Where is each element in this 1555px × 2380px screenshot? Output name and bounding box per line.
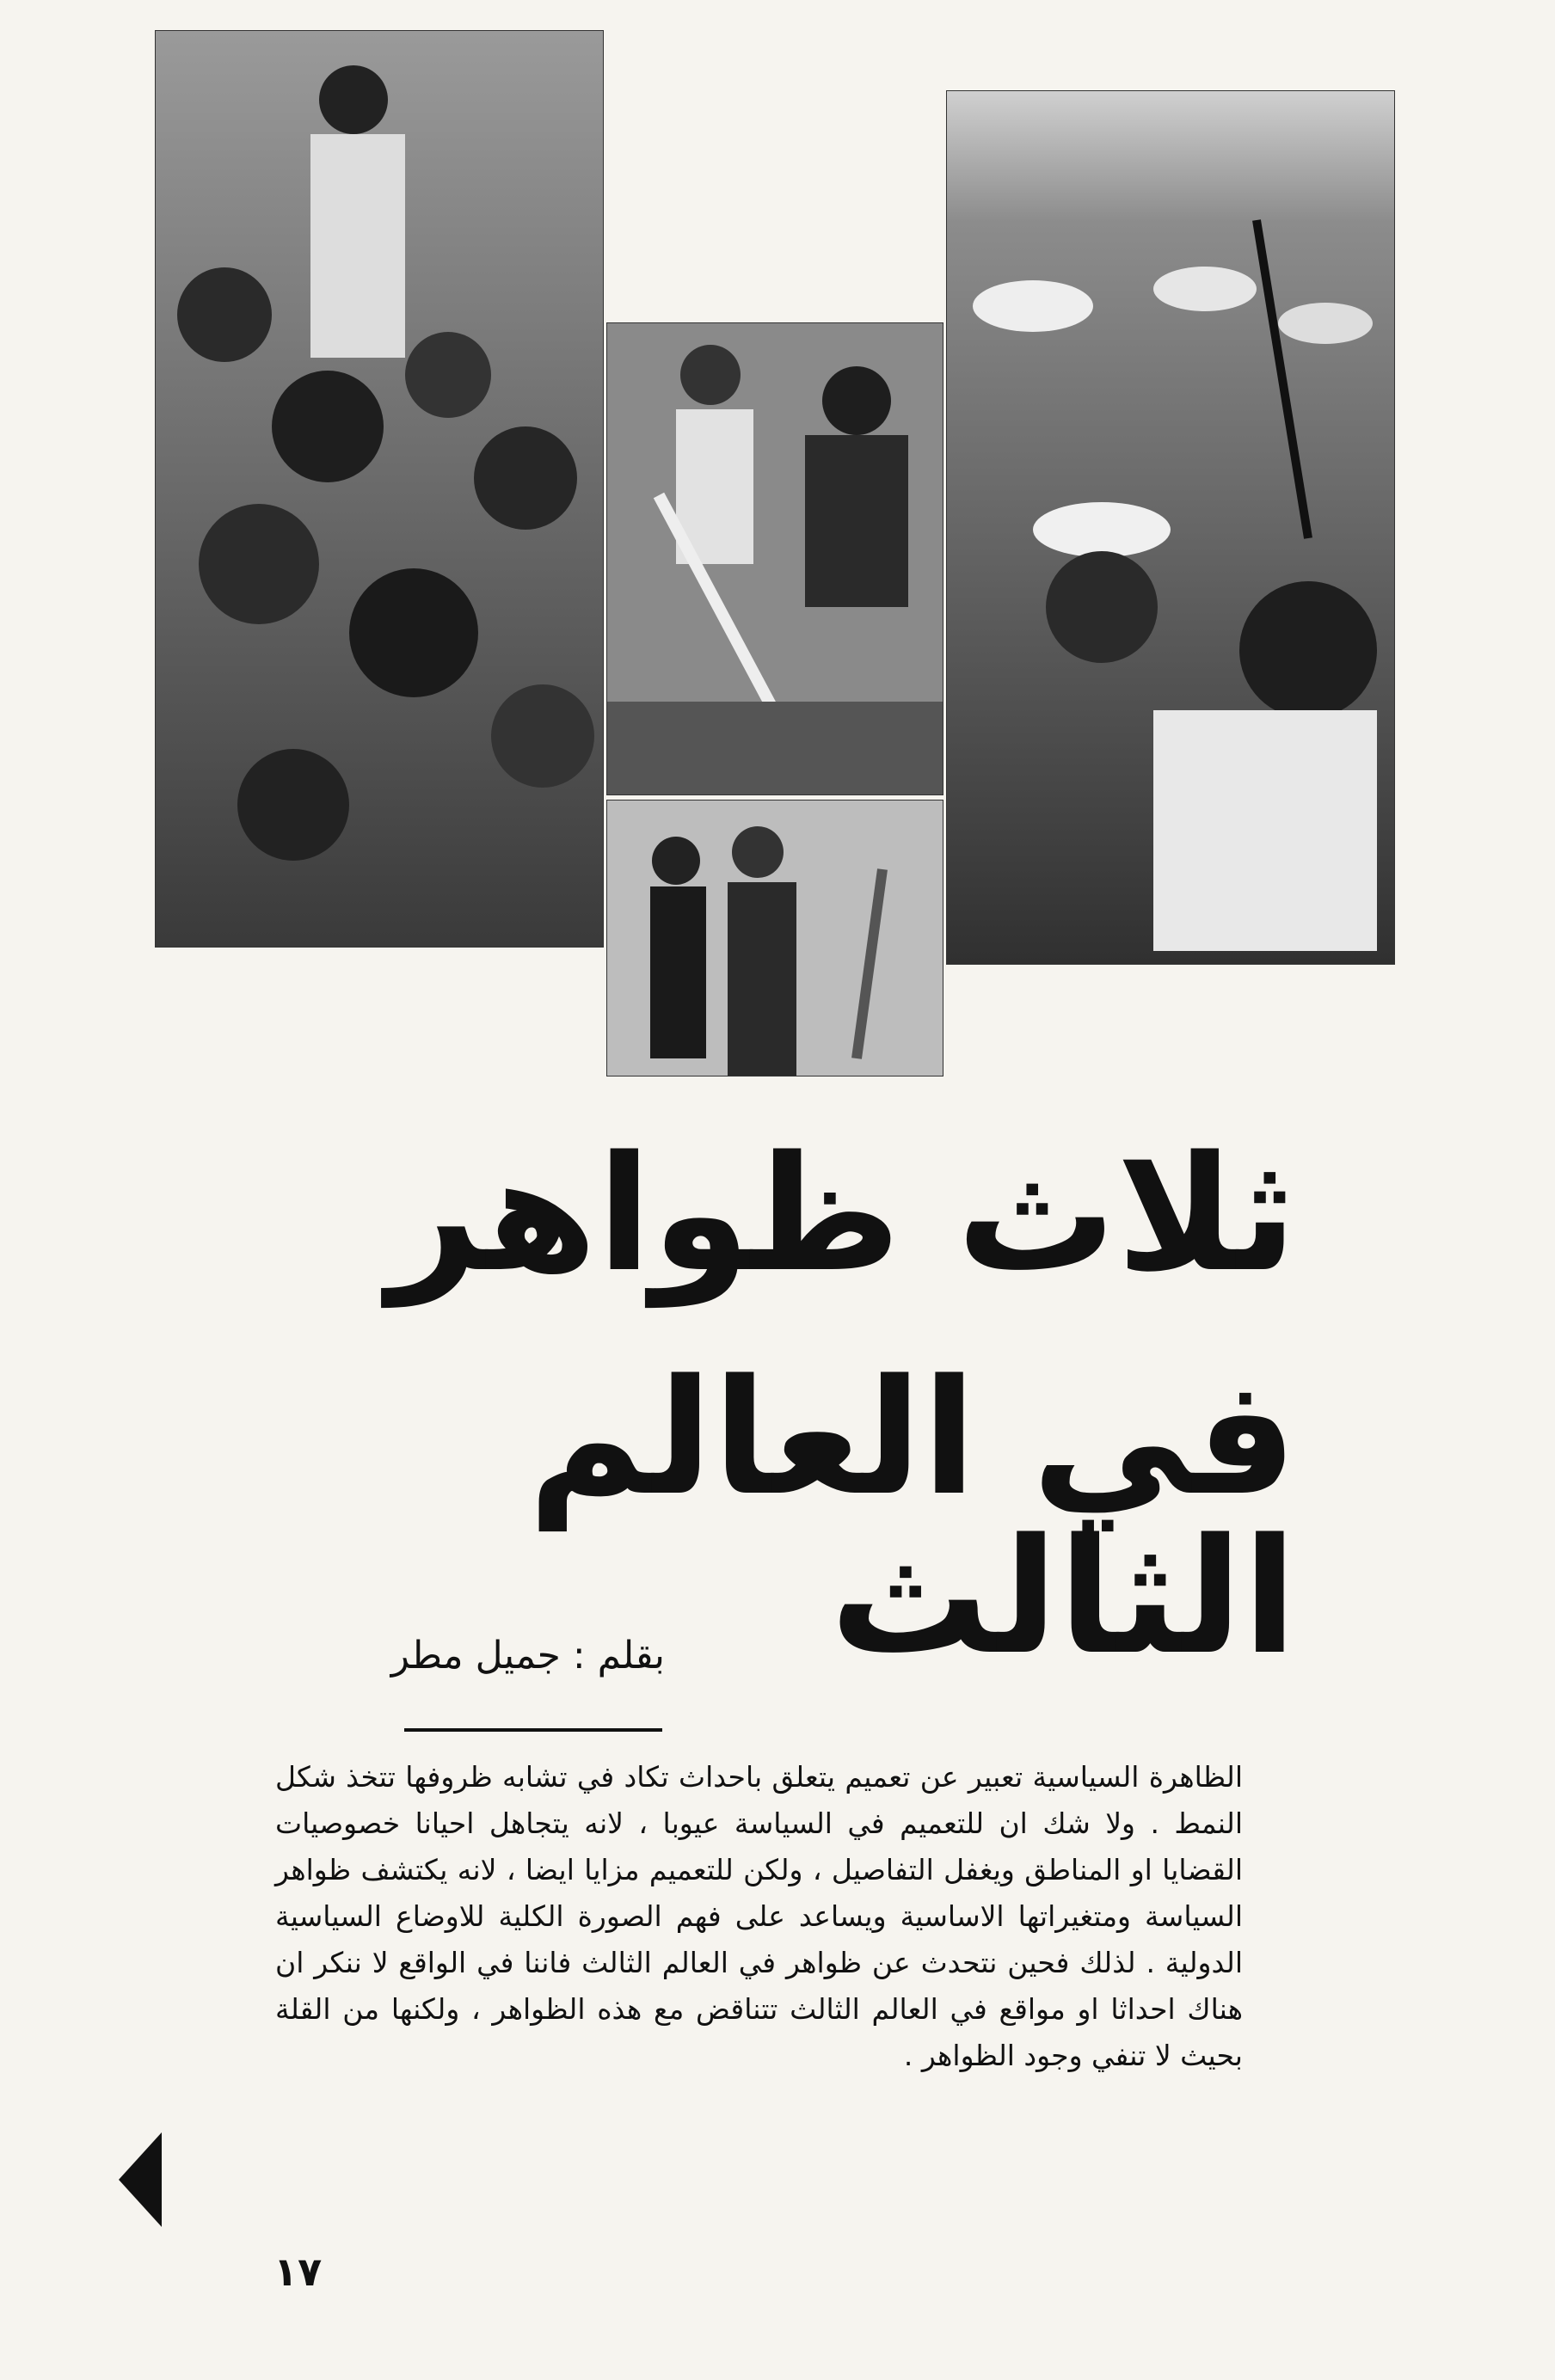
article-byline: بقلم : جميل مطر [390, 1634, 665, 1678]
left-triangle-arrow-icon [119, 2132, 162, 2227]
photo-armed-fighters [946, 90, 1395, 965]
article-body: الظاهرة السياسية تعبير عن تعميم يتعلق باحداث تكاد في تشابه ظروفها تتخذ شكل النمط . ولا شك ان للتعميم في السياسة عيوبا ، لانه يتجاهل احيانا خصوصيات القضايا او المناطق ويغفل التفاصيل ، ولكن للتعميم مزايا ايضا ، لانه يكتشف ظواهر السياسة ومتغيراتها الاساسية ويساعد على فهم الصورة الكلية للاوضاع السياسية الدولية . لذلك فحين نتحدث عن ظواهر في العالم الثالث فاننا في الواقع لا ننكر ان هناك احداثا او مواقع في العالم الثالث تتناقض مع هذه الظواهر ، ولكنها من القلة بحيث لا تنفي وجود الظواهر . [275, 1760, 1243, 2072]
photo-two-guerrillas [606, 800, 943, 1077]
page-number: ١٧ [274, 2248, 323, 2295]
article-title-line-1: ثلاث ظواهر [387, 1121, 1297, 1307]
photo-crowd-rally [155, 30, 604, 948]
byline-divider [404, 1728, 662, 1732]
photo-workers-digging [606, 322, 943, 795]
article-title-line-2: في العالم الثالث [527, 1345, 1297, 1690]
